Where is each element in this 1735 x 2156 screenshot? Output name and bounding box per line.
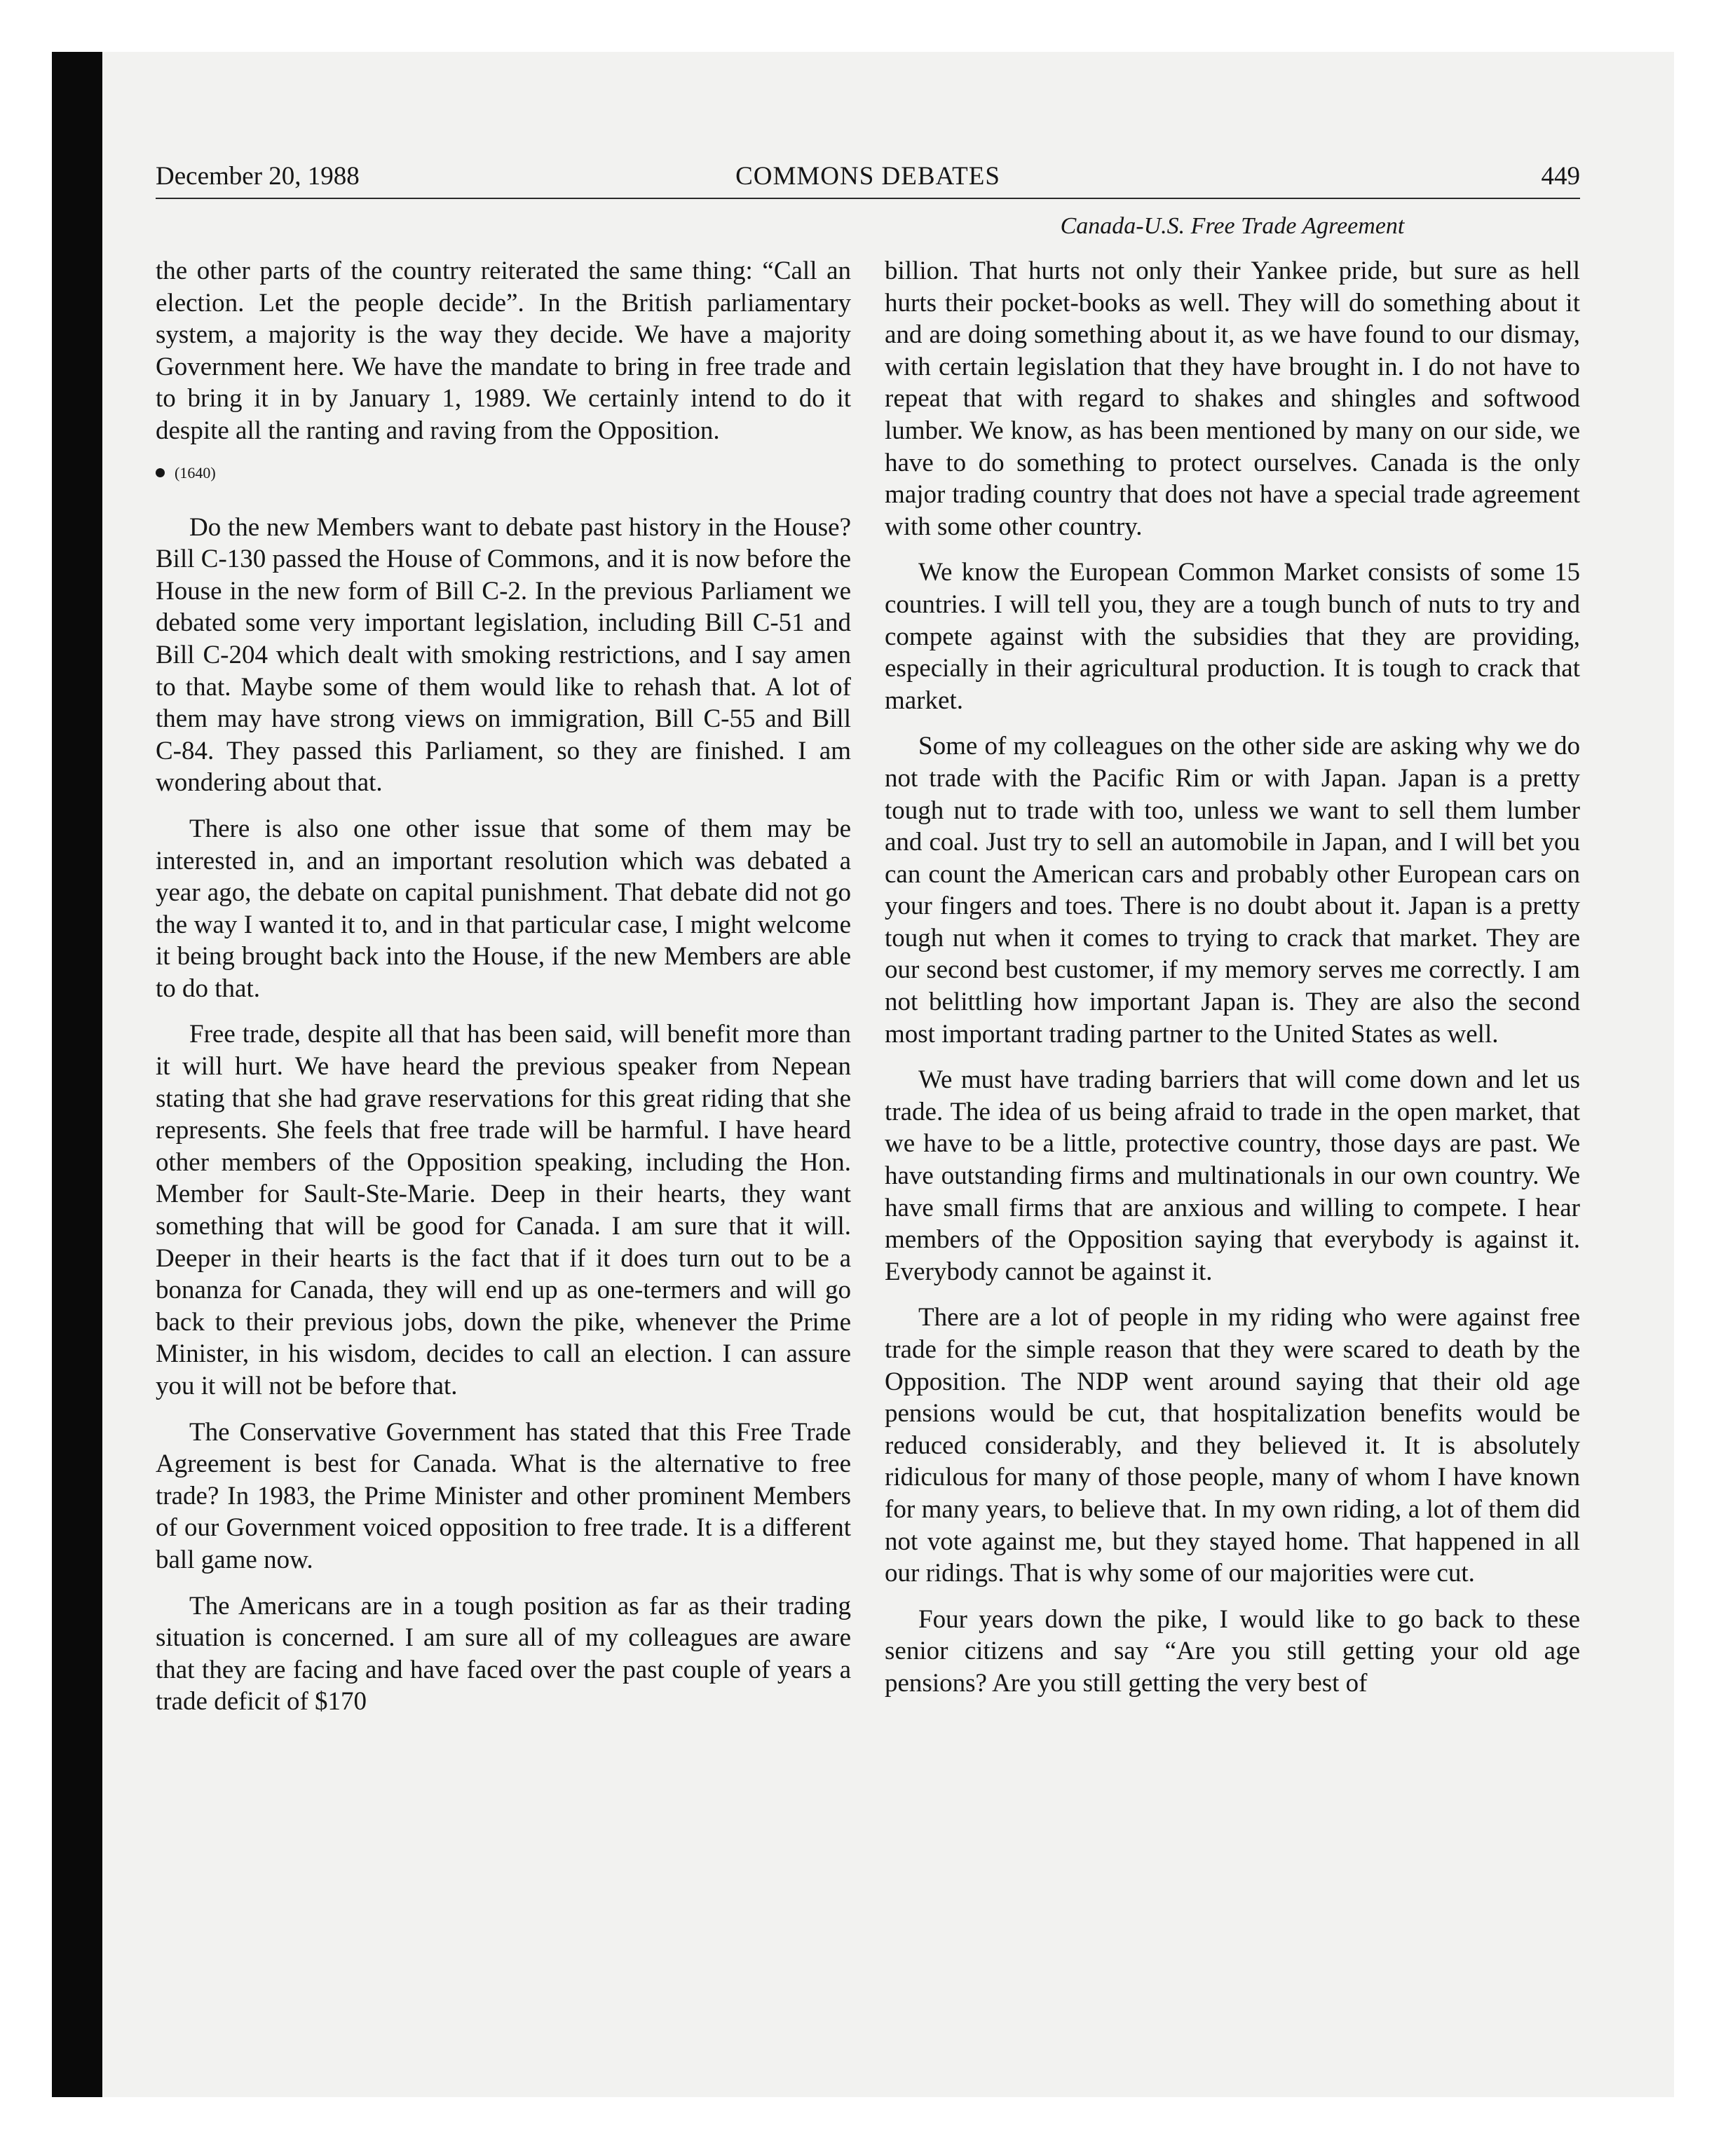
- time-marker-text: (1640): [175, 463, 216, 482]
- paragraph: billion. That hurts not only their Yankee pride, but sure as hell hurts their pocket-books as well. They will do something about it and are doing something about it, as we have found to our dismay, with certain legislation that they have brought in. I do not have to repeat that with regard to shakes and shingles and softwood lumber. We know, as has been mentioned by many on our side, we have to do something to protect ourselves. Canada is the only major trading country that does not have a special trade agreement with some other country.: [885, 257, 1580, 541]
- paragraph: The Conservative Government has stated that this Free Trade Agreement is best for Canada. What is the alternative to free trade? In 1983, the Prime Minister and other prominent Members of our Government voiced opposition to free trade. It is a different ball game now.: [156, 1417, 851, 1574]
- page-header: [156, 157, 1580, 196]
- time-marker: [156, 463, 851, 484]
- paragraph: There are a lot of people in my riding who were against free trade for the simple reason that they were scared to death by the Opposition. The NDP went around saying that their old age pensions would be cut, that hospitalization benefits would be reduced considerably, and they believed it. It is absolutely ridiculous for many of those people, many of whom I have known for many years, to believe that. In my own riding, a lot of them did not vote against me, but they stayed home. That happened in all our ridings. That is why some of our majorities were cut.: [885, 1303, 1580, 1588]
- header-title: COMMONS DEBATES: [735, 162, 1000, 191]
- header-date: December 20, 1988: [156, 162, 360, 191]
- paragraph: We must have trading barriers that will come down and let us trade. The idea of us being afraid to trade in the open market, that we have to be a little, protective country, those days are past. We have outstanding firms and multinationals in our own country. We have small firms that are anxious and willing to compete. I hear members of the Opposition saying that everybody is against it. Everybody cannot be against it.: [885, 1065, 1580, 1286]
- header-rule: [156, 198, 1580, 199]
- paragraph: the other parts of the country reiterated the same thing: “Call an election. Let the people decide”. In the British parliamentary system, a majority is the way they decide. We have a majority Government here. We have the mandate to bring in free trade and to bring it in by January 1, 1989. We certainly intend to do it despite all the ranting and raving from the Opposition.: [156, 257, 851, 445]
- left-column: [156, 255, 851, 1732]
- right-column: [885, 255, 1580, 1714]
- bullet-icon: [156, 468, 165, 477]
- paragraph: Free trade, despite all that has been said, will benefit more than it will hurt. We have heard the previous speaker from Nepean stating that she had grave reservations for this great riding that she represents. She feels that free trade will be harmful. I have heard other members of the Opposition speaking, including the Hon. Member for Sault-Ste-Marie. Deep in their hearts, they want something that will be good for Canada. I am sure that it will. Deeper in their hearts is the fact that if it does turn out to be a bonanza for Canada, they will end up as one-termers and will go back to their previous jobs, down the pike, whenever the Prime Minister, in his wisdom, decides to call an election. I can assure you it will not be before that.: [156, 1020, 851, 1400]
- paragraph: The Americans are in a tough position as far as their trading situation is concerned. I am sure all of my colleagues are aware that they are facing and have faced over the past couple of years a trade deficit of $170: [156, 1591, 851, 1717]
- page-number: 449: [1541, 162, 1580, 191]
- paragraph: Some of my colleagues on the other side are asking why we do not trade with the Pacific Rim or with Japan. Japan is a pretty tough nut to trade with too, unless we want to sell them lumber and coal. Just try to sell an automobile in Japan, and I will bet you can count the American cars and probably other European cars on your fingers and toes. There is no doubt about it. Japan is a pretty tough nut when it comes to trying to crack that market. They are our second best customer, if my memory serves me correctly. I am not belittling how important Japan is. They are also the second most important trading partner to the United States as well.: [885, 732, 1580, 1049]
- paragraph: Do the new Members want to debate past history in the House? Bill C-130 passed the House of Commons, and it is now before the House in the new form of Bill C-2. In the previous Parliament we debated some very important legislation, including Bill C-51 and Bill C-204 which dealt with smoking restrictions, and I say amen to that. Maybe some of them would like to rehash that. A lot of them may have strong views on immigration, Bill C-55 and Bill C-84. They passed this Parliament, so they are finished. I am wondering about that.: [156, 512, 851, 798]
- paragraph: There is also one other issue that some of them may be interested in, and an important resolution which was debated a year ago, the debate on capital punishment. That debate did not go the way I wanted it to, and in that particular case, I might welcome it being brought back into the House, if the new Members are able to do that.: [156, 814, 851, 1003]
- paragraph: We know the European Common Market consists of some 15 countries. I will tell you, they are a tough bunch of nuts to try and compete against with the subsidies that they are providing, especially in their agricultural production. It is tough to crack that market.: [885, 558, 1580, 715]
- running-head: Canada-U.S. Free Trade Agreement: [1060, 213, 1405, 239]
- binding-edge: [52, 52, 102, 2097]
- paragraph: Four years down the pike, I would like to go back to these senior citizens and say “Are you still getting your old age pensions? Are you still getting the very best of: [885, 1604, 1580, 1698]
